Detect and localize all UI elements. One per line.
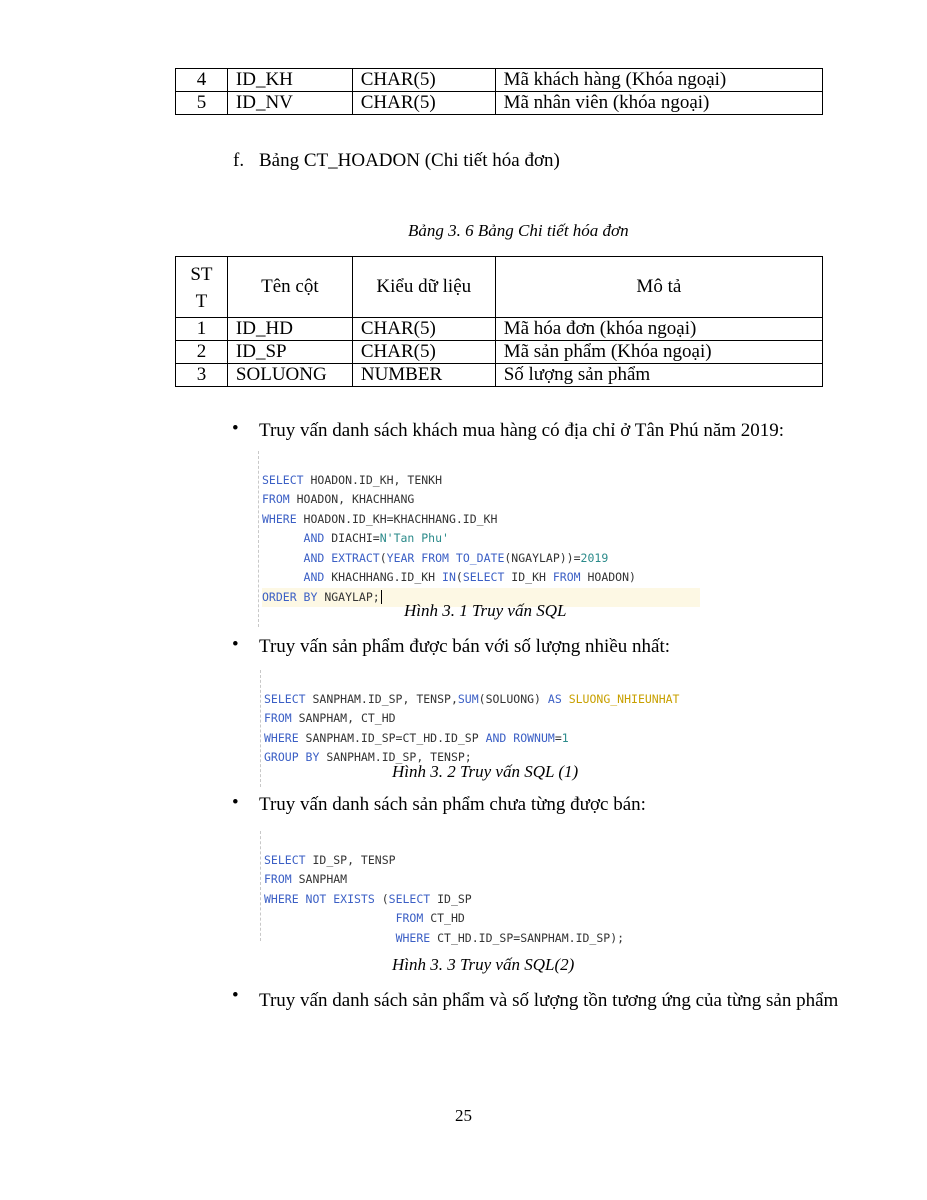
code-line (262, 510, 700, 530)
header-column-name: Tên cột (227, 257, 352, 318)
bullet-text: Truy vấn sản phẩm được bán với số lượng nhiều nhất: (259, 636, 670, 657)
cell-data-type: CHAR(5) (352, 92, 495, 115)
sql-text: ( (374, 891, 389, 906)
bullet-dot: • (232, 634, 239, 655)
table-row (176, 364, 823, 387)
code-line (264, 690, 764, 710)
sql-keyword: SUM (457, 691, 479, 706)
code-line (264, 929, 704, 949)
sql-keyword: SELECT (388, 891, 431, 906)
sql-alias: SLUONG_NHIEUNHAT (568, 691, 680, 706)
code-line (264, 851, 704, 871)
sql-text: ID_SP, TENSP (305, 852, 396, 867)
code-line (262, 471, 700, 491)
table-row (176, 92, 823, 115)
sql-keyword: AS (547, 691, 562, 706)
cell-column-name: ID_SP (227, 341, 352, 364)
sql-indent (262, 531, 304, 545)
sql-keyword: IN (442, 570, 456, 584)
sql-text: CT_HD (423, 911, 465, 925)
sql-keyword: AND (303, 550, 325, 565)
cell-stt: 1 (176, 318, 228, 341)
sql-text (449, 551, 456, 565)
sql-keyword: SELECT (462, 570, 505, 584)
bullet-text: Truy vấn danh sách sản phẩm và số lượng tồn tương ứng của từng sản phẩm (259, 990, 839, 1011)
code-line (262, 490, 700, 510)
sql-indent (264, 911, 396, 925)
sql-text: (NGAYLAP))= (504, 550, 581, 565)
bullet-item (232, 985, 852, 1017)
text-caret-icon (381, 590, 382, 604)
figure-caption: Hình 3. 3 Truy vấn SQL(2) (392, 955, 575, 974)
sql-text: DIACHI= (324, 531, 380, 545)
code-line (262, 568, 700, 588)
table-row (176, 69, 823, 92)
table-row (176, 318, 823, 341)
sql-text: ( (379, 550, 387, 565)
sql-keyword: TO_DATE (455, 550, 505, 565)
bullet-item (232, 792, 852, 818)
sql-text: ( (455, 570, 463, 584)
table-header-row (176, 257, 823, 318)
sql-text: HOADON.ID_KH=KHACHHANG.ID_KH (296, 511, 498, 526)
sql-text: NGAYLAP; (317, 589, 380, 604)
sql-number: 1 (561, 730, 569, 745)
bullet-item (232, 634, 852, 660)
code-line (264, 890, 704, 910)
section-heading (233, 150, 560, 172)
sql-keyword: AND (303, 570, 325, 584)
header-stt (176, 257, 228, 318)
cell-column-name: ID_KH (227, 69, 352, 92)
sql-keyword: GROUP BY (264, 750, 320, 764)
code-line (264, 909, 704, 929)
sql-keyword: YEAR FROM (386, 550, 449, 565)
cell-data-type: CHAR(5) (352, 318, 495, 341)
sql-keyword: WHERE (262, 511, 297, 526)
header-description: Mô tả (495, 257, 822, 318)
cell-data-type: NUMBER (352, 364, 495, 387)
cell-stt: 4 (176, 69, 228, 92)
sql-string: N'Tan Phu' (379, 531, 449, 545)
cell-description: Mã nhân viên (khóa ngoại) (495, 92, 822, 115)
sql-keyword: EXTRACT (324, 550, 380, 565)
cell-column-name: SOLUONG (227, 364, 352, 387)
sql-keyword: FROM (262, 492, 290, 506)
code-line (264, 870, 704, 890)
table-caption: Bảng 3. 6 Bảng Chi tiết hóa đơn (408, 221, 629, 240)
sql-text: HOADON.ID_KH, TENKH (303, 472, 443, 487)
header-stt-part1: ST (190, 264, 213, 285)
table-row (176, 341, 823, 364)
sql-keyword: SELECT (264, 852, 306, 867)
cell-column-name: ID_HD (227, 318, 352, 341)
cell-data-type: CHAR(5) (352, 341, 495, 364)
sql-text: = (554, 730, 562, 745)
bullet-dot: • (232, 792, 239, 813)
sql-keyword: FROM (395, 911, 424, 925)
sql-text: SANPHAM (291, 872, 348, 886)
bullet-text: Truy vấn danh sách sản phẩm chưa từng được bán: (259, 794, 646, 815)
sql-text: HOADON, KHACHHANG (289, 492, 415, 506)
sql-text: (SOLUONG) (478, 691, 548, 706)
sql-number: 2019 (580, 550, 609, 565)
bullet-dot: • (232, 985, 239, 1006)
sql-keyword: WHERE (264, 730, 299, 745)
sql-code-snippet-3 (260, 831, 704, 945)
sql-text: SANPHAM, CT_HD (291, 711, 396, 725)
sql-text (562, 692, 569, 706)
cell-description: Mã khách hàng (Khóa ngoại) (495, 69, 822, 92)
cell-column-name: ID_NV (227, 92, 352, 115)
sql-keyword: SELECT (262, 472, 304, 487)
code-line (264, 709, 764, 729)
sql-keyword: FROM (264, 711, 292, 725)
bullet-item (232, 418, 852, 444)
sql-text: SANPHAM.ID_SP=CT_HD.ID_SP (298, 730, 486, 745)
code-line (262, 529, 700, 549)
sql-text: CT_HD.ID_SP=SANPHAM.ID_SP); (430, 930, 625, 945)
header-stt-part2: T (195, 291, 208, 312)
code-line (264, 729, 764, 749)
sql-keyword: FROM (552, 570, 581, 584)
page-number: 25 (455, 1106, 472, 1125)
sql-keyword: ROWNUM (513, 730, 555, 745)
sql-keyword: FROM (264, 872, 292, 886)
code-line (262, 549, 700, 569)
sql-text: ID_SP (430, 891, 472, 906)
sql-keyword: AND (303, 531, 325, 545)
cell-stt: 2 (176, 341, 228, 364)
section-letter: f. (233, 150, 245, 171)
cell-description: Mã hóa đơn (khóa ngoại) (495, 318, 822, 341)
sql-keyword: SELECT (264, 691, 306, 706)
figure-caption: Hình 3. 2 Truy vấn SQL (1) (392, 762, 579, 781)
table-continuation (175, 68, 823, 115)
sql-text: KHACHHANG.ID_KH (324, 570, 443, 584)
sql-indent (264, 931, 396, 945)
sql-keyword: ORDER BY (262, 589, 318, 604)
sql-indent (262, 570, 304, 584)
bullet-dot: • (232, 418, 239, 439)
section-title: Bảng CT_HOADON (Chi tiết hóa đơn) (259, 150, 560, 171)
cell-description: Số lượng sản phẩm (495, 364, 822, 387)
sql-text: SANPHAM.ID_SP, TENSP, (305, 691, 458, 706)
sql-text: SANPHAM.ID_SP, TENSP; (319, 750, 472, 764)
cell-data-type: CHAR(5) (352, 69, 495, 92)
header-data-type: Kiểu dữ liệu (352, 257, 495, 318)
sql-indent (262, 551, 304, 565)
cell-stt: 5 (176, 92, 228, 115)
sql-keyword: WHERE (395, 930, 431, 945)
sql-keyword: AND (485, 730, 507, 745)
figure-caption: Hình 3. 1 Truy vấn SQL (404, 601, 567, 620)
cell-description: Mã sản phẩm (Khóa ngoại) (495, 341, 822, 364)
sql-text: ID_KH (504, 570, 553, 584)
cell-stt: 3 (176, 364, 228, 387)
sql-text: HOADON) (580, 570, 636, 584)
sql-keyword: WHERE NOT EXISTS (264, 891, 375, 906)
bullet-text: Truy vấn danh sách khách mua hàng có địa chỉ ở Tân Phú năm 2019: (259, 420, 785, 441)
table-ct-hoadon (175, 256, 823, 387)
